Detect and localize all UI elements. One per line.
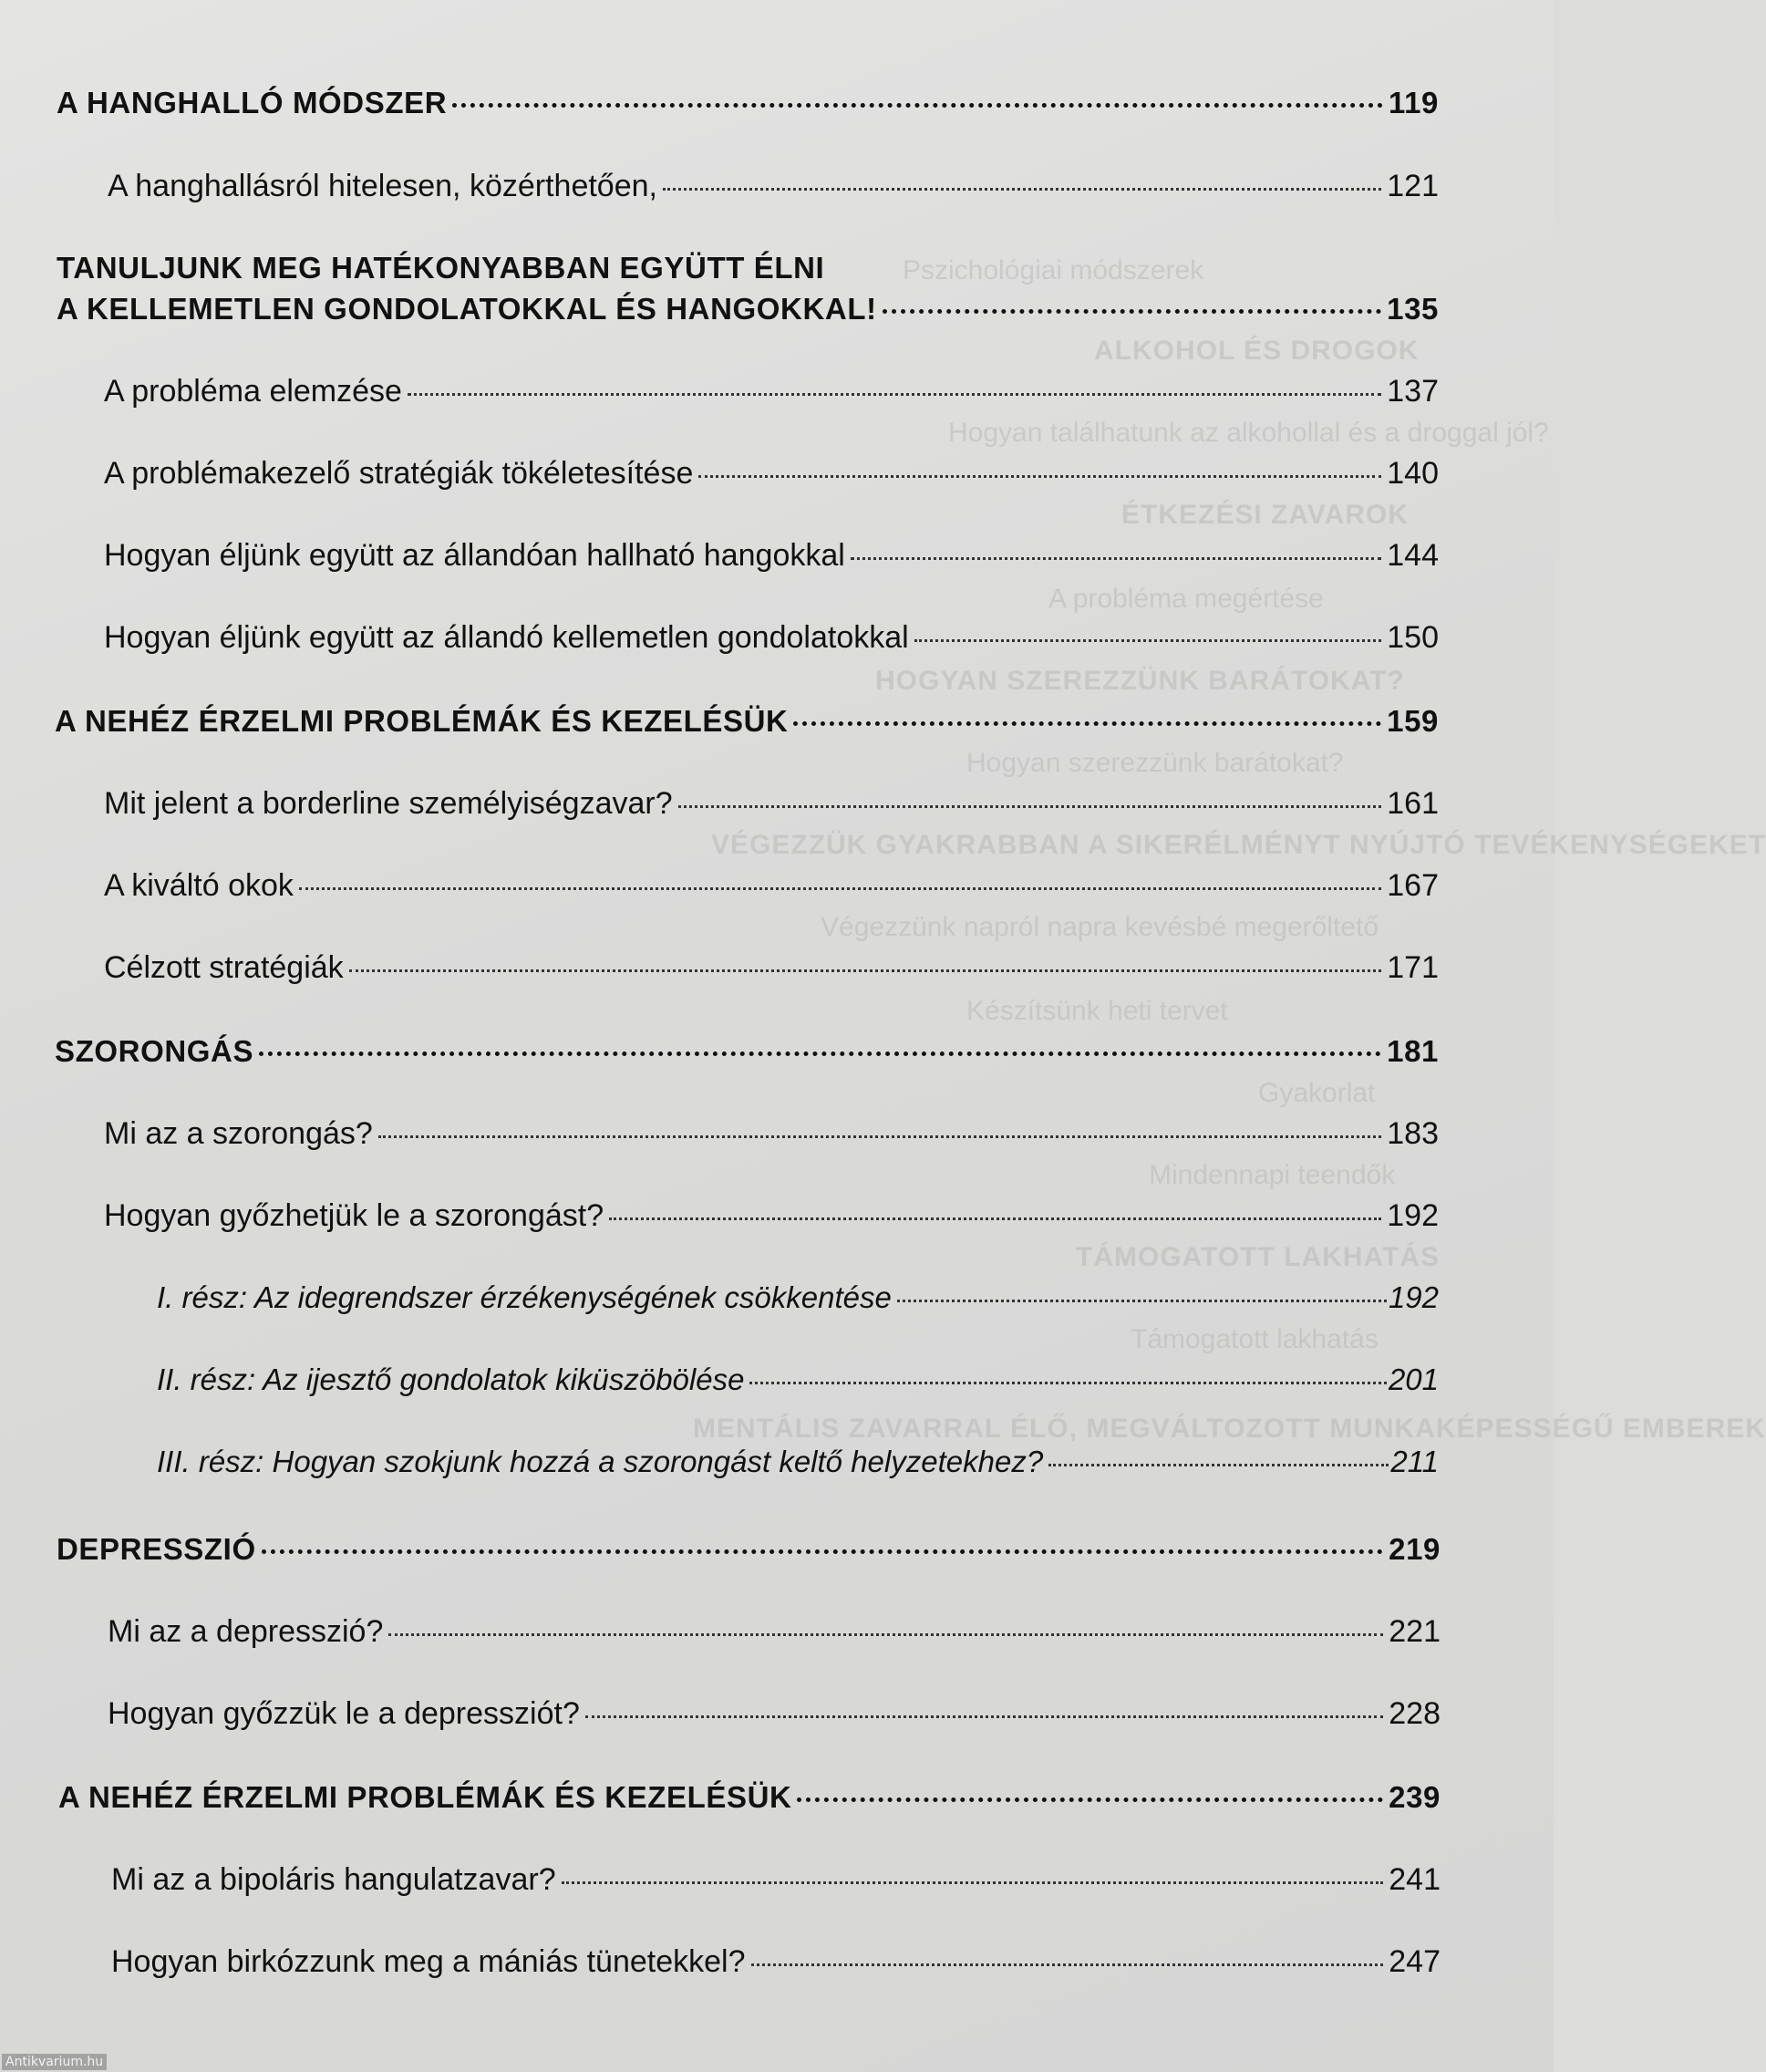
- bleed-through-line: A probléma megértése: [1048, 584, 1324, 614]
- dot-leader: [299, 887, 1381, 890]
- toc-section-entry: [104, 1198, 1439, 1234]
- toc-entry-title: A NEHÉZ ÉRZELMI PROBLÉMÁK ÉS KEZELÉSÜK: [55, 704, 789, 738]
- bleed-through-line: VÉGEZZÜK GYAKRABBAN A SIKERÉLMÉNYT NYÚJTÓ TEVÉKENYSÉGEKET: [711, 830, 1766, 860]
- toc-section-entry: [104, 1116, 1439, 1152]
- toc-page-number: 192: [1388, 1280, 1439, 1314]
- toc-entry-title: III. rész: Hogyan szokjunk hozzá a szorongást keltő helyzetekhez?: [157, 1445, 1044, 1478]
- toc-section-entry: [108, 1696, 1441, 1732]
- toc-subsection-entry: [157, 1280, 1439, 1315]
- toc-entry-title: DEPRESSZIÓ: [57, 1532, 256, 1566]
- dot-leader: [678, 805, 1382, 808]
- toc-page-number: 159: [1387, 704, 1439, 738]
- toc-chapter-entry: [57, 86, 1439, 120]
- dot-leader: [793, 721, 1381, 726]
- toc-page-number: 150: [1387, 620, 1439, 655]
- toc-page-number: 211: [1390, 1445, 1439, 1478]
- toc-entry-title: A NEHÉZ ÉRZELMI PROBLÉMÁK ÉS KEZELÉSÜK: [58, 1780, 792, 1814]
- dot-leader: [663, 188, 1381, 191]
- dot-leader: [562, 1881, 1384, 1884]
- bleed-through-line: TÁMOGATOTT LAKHATÁS: [1076, 1242, 1440, 1272]
- toc-page-number: 247: [1389, 1944, 1441, 1979]
- toc-subsection-entry: [157, 1362, 1439, 1397]
- toc-page-number: 192: [1387, 1198, 1439, 1233]
- toc-entry-title: Hogyan birkózzunk meg a mániás tünetekkel?: [111, 1944, 746, 1979]
- toc-entry-title: A KELLEMETLEN GONDOLATOKKAL ÉS HANGOKKAL!: [57, 292, 877, 326]
- dot-leader: [259, 1052, 1381, 1056]
- toc-page-number: 137: [1387, 374, 1439, 409]
- toc-section-entry: [104, 374, 1439, 409]
- dot-leader: [851, 557, 1381, 560]
- toc-entry-title: Mi az a szorongás?: [104, 1116, 373, 1151]
- toc-page-number: 221: [1389, 1614, 1441, 1649]
- bleed-through-line: Hogyan találhatunk az alkohollal és a droggal jól?: [948, 418, 1549, 448]
- dot-leader: [883, 309, 1381, 314]
- bleed-through-line: Gyakorlat: [1258, 1078, 1376, 1108]
- toc-entry-title: A probléma elemzése: [104, 374, 402, 409]
- bleed-through-line: Támogatott lakhatás: [1131, 1324, 1379, 1354]
- toc-entry-title: I. rész: Az idegrendszer érzékenységének csökkentése: [157, 1280, 892, 1314]
- toc-section-entry: [111, 1862, 1441, 1898]
- toc-entry-title: Mi az a depresszió?: [108, 1614, 384, 1649]
- dot-leader: [914, 639, 1382, 642]
- toc-page-number: 119: [1388, 86, 1439, 119]
- dot-leader: [452, 103, 1383, 108]
- toc-page-number: 167: [1387, 868, 1439, 903]
- dot-leader: [349, 969, 1382, 972]
- toc-page-number: 121: [1387, 169, 1439, 203]
- toc-chapter-entry: [55, 1034, 1439, 1069]
- dot-leader: [897, 1300, 1387, 1302]
- dot-leader: [1048, 1464, 1389, 1466]
- toc-section-entry: [104, 950, 1439, 986]
- toc-entry-title: Hogyan győzhetjük le a szorongást?: [104, 1198, 604, 1233]
- toc-chapter-entry: [57, 292, 1439, 326]
- toc-entry-title: Hogyan éljünk együtt az állandóan hallható hangokkal: [104, 538, 845, 573]
- toc-entry-title: Hogyan éljünk együtt az állandó kellemetlen gondolatokkal: [104, 620, 909, 655]
- bleed-through-line: HOGYAN SZEREZZÜNK BARÁTOKAT?: [875, 666, 1405, 696]
- toc-section-entry: [104, 538, 1439, 574]
- dot-leader: [797, 1797, 1383, 1802]
- toc-entry-title: A problémakezelő stratégiák tökéletesítése: [104, 456, 694, 491]
- bleed-through-line: ALKOHOL ÉS DROGOK: [1094, 336, 1420, 366]
- bleed-through-line: ÉTKEZÉSI ZAVAROK: [1121, 500, 1409, 530]
- bleed-through-line: Mindennapi teendők: [1149, 1160, 1396, 1190]
- toc-page-number: 201: [1388, 1362, 1439, 1396]
- toc-entry-title: Célzott stratégiák: [104, 950, 344, 985]
- toc-section-entry: [104, 456, 1439, 492]
- toc-page-number: 228: [1389, 1696, 1441, 1731]
- toc-page-number: 171: [1387, 950, 1439, 985]
- toc-entry-title: SZORONGÁS: [55, 1034, 254, 1068]
- dot-leader: [698, 475, 1381, 478]
- toc-subsection-entry: [157, 1445, 1439, 1479]
- bleed-through-line: Készítsünk heti tervet: [966, 996, 1228, 1026]
- bleed-through-line: Hogyan szerezzünk barátokat?: [966, 748, 1344, 778]
- toc-entry-title: II. rész: Az ijesztő gondolatok kiküszöbölése: [157, 1362, 745, 1396]
- toc-page-number: 181: [1387, 1034, 1439, 1068]
- toc-entry-title: Hogyan győzzük le a depressziót?: [108, 1696, 580, 1731]
- toc-entry-title: Mi az a bipoláris hangulatzavar?: [111, 1862, 556, 1897]
- dot-leader: [388, 1633, 1383, 1636]
- dot-leader: [609, 1217, 1381, 1220]
- toc-section-entry: [104, 786, 1439, 822]
- toc-page-number: 239: [1389, 1780, 1441, 1814]
- bleed-through-line: Végezzünk napról napra kevésbé megerőltető: [821, 912, 1379, 942]
- toc-page-number: 140: [1387, 456, 1439, 491]
- bleed-through-line: Pszichológiai módszerek: [903, 255, 1204, 285]
- toc-entry-title: A HANGHALLÓ MÓDSZER: [57, 86, 448, 119]
- toc-entry-title: A kiváltó okok: [104, 868, 294, 903]
- toc-section-entry: [104, 620, 1439, 656]
- toc-page-number: 161: [1387, 786, 1439, 821]
- toc-section-entry: [104, 868, 1439, 904]
- toc-page-number: 135: [1387, 292, 1439, 326]
- toc-section-entry: [111, 1944, 1441, 1980]
- toc-chapter-entry: [58, 1780, 1441, 1815]
- bleed-through-line: MENTÁLIS ZAVARRAL ÉLŐ, MEGVÁLTOZOTT MUNKAKÉPESSÉGŰ EMBEREK: [693, 1414, 1766, 1444]
- toc-page-number: 219: [1389, 1532, 1441, 1566]
- watermark: Antikvarium.hu: [2, 2054, 107, 2070]
- toc-page-number: 183: [1387, 1116, 1439, 1151]
- dot-leader: [378, 1135, 1381, 1138]
- dot-leader: [751, 1963, 1384, 1966]
- dot-leader: [262, 1549, 1383, 1554]
- toc-section-entry: [108, 169, 1439, 204]
- toc-entry-title: Mit jelent a borderline személyiségzavar?: [104, 786, 673, 821]
- dot-leader: [585, 1715, 1383, 1718]
- dot-leader: [749, 1382, 1387, 1384]
- toc-page-number: 144: [1387, 538, 1439, 573]
- toc-chapter-entry: [57, 1532, 1441, 1567]
- toc-chapter-entry: [55, 704, 1439, 739]
- toc-entry-title-line1: TANULJUNK MEG HATÉKONYABBAN EGYÜTT ÉLNI: [57, 251, 825, 285]
- toc-page-number: 241: [1389, 1862, 1441, 1897]
- toc-entry-title: A hanghallásról hitelesen, közérthetően,: [108, 169, 657, 203]
- dot-leader: [408, 393, 1381, 396]
- toc-section-entry: [108, 1614, 1441, 1650]
